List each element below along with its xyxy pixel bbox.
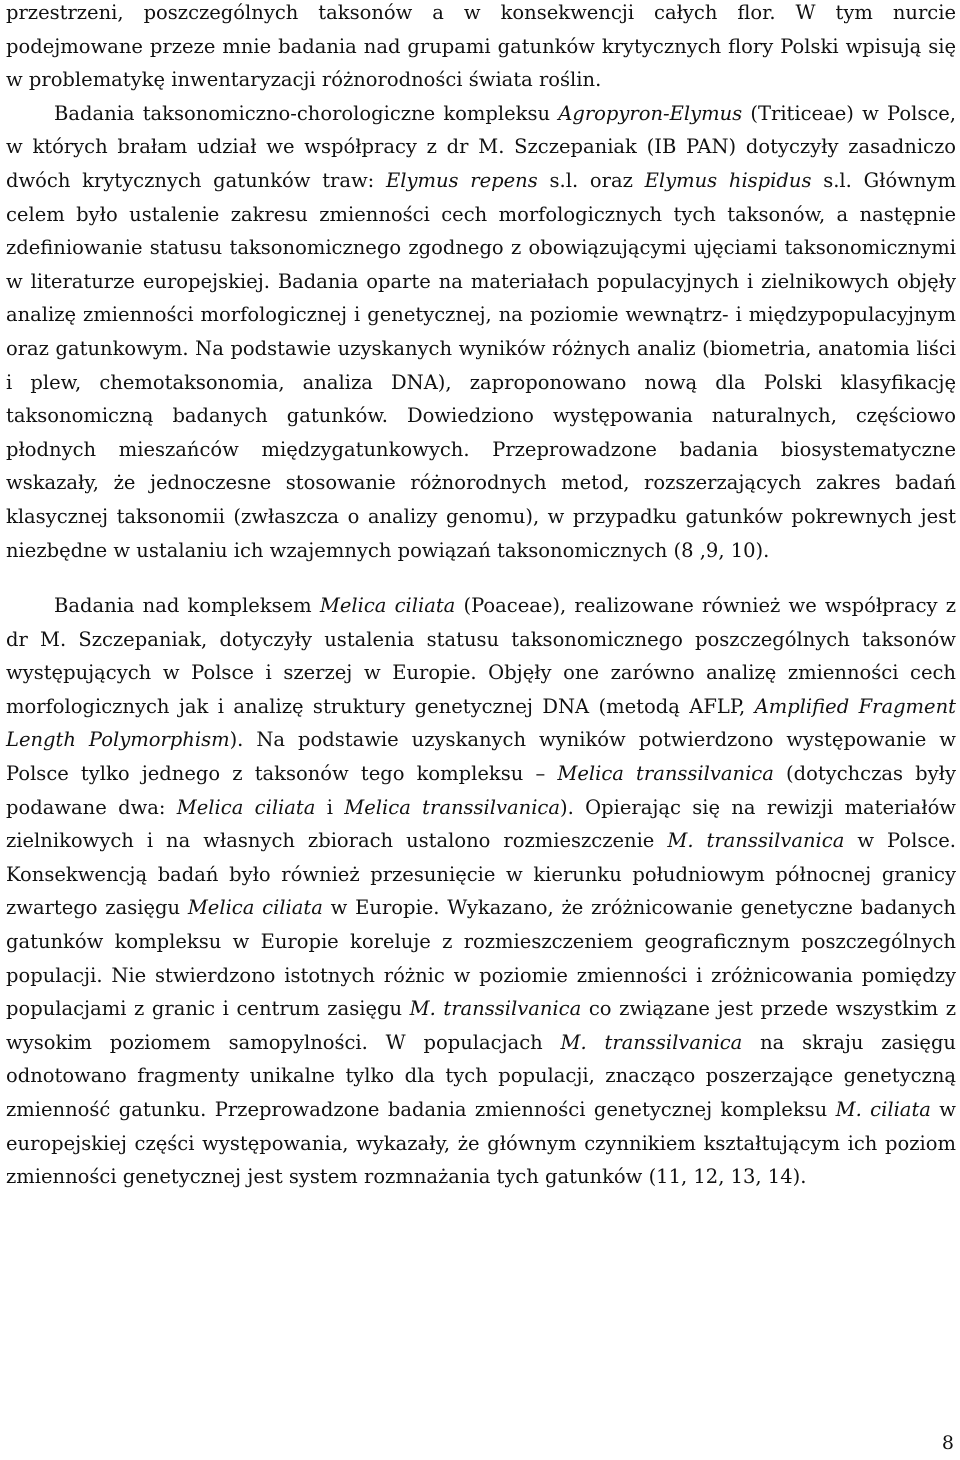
- text-segment: w europejskiej części występowania, wykazały, że głównym czynnikiem kształtującym ich poziom zmienności genetycznej jest system rozmnażania tych gatunków (11, 12, 13, 14).: [6, 1098, 956, 1189]
- taxon-name-italic: Melica ciliata: [176, 795, 316, 819]
- taxon-name-italic: Agropyron-Elymus: [558, 101, 743, 125]
- text-segment: s.l. oraz: [537, 168, 645, 192]
- taxon-name-italic: M. ciliata: [835, 1098, 931, 1121]
- taxon-name-italic: M. transsilvanica: [560, 1030, 743, 1054]
- text-segment: na skraju zasięgu odnotowano fragmenty unikalne tylko dla tych populacji, znacząco poszerzające genetyczną zmienność gatunku. Przeprowadzone badania zmienności genetycznej kompleksu: [6, 1030, 956, 1121]
- document-page: [6, 0, 956, 1194]
- text-segment: s.l. Głównym celem było ustalenie zakresu zmienności cech morfologicznych tych taksonów, a następnie zdefiniowanie statusu taksonomicznego zgodnego z obowiązującymi ujęciami taksonomicznymi w literaturze europejskiej. Badania oparte na materiałach populacyjnych i zielnikowych objęły analizę zmienności morfologicznej i genetycznej, na poziomie wewnątrz- i międzypopulacyjnym oraz gatunkowym. Na podstawie uzyskanych wyników różnych analiz (biometria, anatomia liści i plew, chemotaksonomia, analiza DNA), zaproponowano nową dla Polski klasyfikację taksonomiczną badanych gatunków. Dowiedziono występowania naturalnych, częściowo płodnych mieszańców międzygatunkowych. Przeprowadzone badania biosystematyczne wskazały, że jednoczesne stosowanie różnorodnych metod, rozszerzających zakres badań klasycznej taksonomii (zwłaszcza o analizy genomu), w przypadku gatunków pokrewnych jest niezbędne w ustalaniu ich wzajemnych powiązań taksonomicznych (8 ,9, 10).: [6, 168, 956, 562]
- taxon-name-italic: Melica transsilvanica: [557, 762, 774, 786]
- text-segment: i: [315, 795, 345, 819]
- taxon-name-italic: M. transsilvanica: [409, 997, 582, 1021]
- taxon-name-italic: Melica ciliata: [187, 896, 323, 920]
- taxon-name-italic: Melica transsilvanica: [344, 795, 560, 819]
- taxon-name-italic: Elymus hispidus: [644, 168, 812, 192]
- taxon-name-italic: M. transsilvanica: [667, 829, 845, 853]
- text-segment: ). Opierając się na rewizji materiałów zielnikowych i na własnych zbiorach ustalono rozmieszczenie: [6, 795, 956, 853]
- taxon-name-italic: Melica ciliata: [319, 594, 456, 618]
- text-segment: (Poaceae), realizowane również we współpracy z dr M. Szczepaniak, dotyczyły ustalenia statusu taksonomicznego poszczególnych taksonów występujących w Polsce i szerzej w Europie. Objęły one zarówno analizę zmienności cech morfologicznych jak i analizę struktury genetycznej DNA (metodą AFLP,: [6, 594, 956, 718]
- text-segment: ). Na podstawie uzyskanych wyników potwierdzono występowanie w Polsce tylko jednego z taksonów tego kompleksu –: [6, 728, 956, 786]
- paragraph-melica-ciliata: [6, 589, 956, 1194]
- page-number: 8: [941, 1432, 954, 1454]
- text-segment: co związane jest przede wszystkim z wysokim poziomem samopylności. W populacjach: [6, 997, 956, 1054]
- text-segment: w Europie. Wykazano, że zróżnicowanie genetyczne badanych gatunków kompleksu w Europie koreluje z rozmieszczeniem geograficznym poszczególnych populacji. Nie stwierdzono istotnych różnic w poziomie zmienności i zróżnicowania pomiędzy populacjami z granic i centrum zasięgu: [6, 896, 956, 1021]
- text-segment: (Triticeae) w Polsce, w których brałam udział we współpracy z dr M. Szczepaniak (IB PAN) dotyczyły zasadniczo dwóch krytycznych gatunków traw:: [6, 101, 956, 192]
- text-segment: (dotychczas były podawane dwa:: [6, 762, 956, 819]
- taxon-name-italic: Amplified Fragment Length Polymorphism: [6, 694, 956, 752]
- paragraph-agropyron-elymus: [6, 97, 956, 567]
- text-segment: w Polsce. Konsekwencją badań było również przesunięcie w kierunku południowym północnej granicy zwartego zasięgu: [6, 829, 957, 920]
- text-segment: Badania taksonomiczno-chorologiczne kompleksu: [54, 101, 559, 125]
- text-segment: przestrzeni, poszczególnych taksonów a w konsekwencji całych flor. W tym nurcie podejmowane przeze mnie badania nad grupami gatunków krytycznych flory Polski wpisują się w problematykę inwentaryzacji różnorodności świata roślin.: [6, 1, 956, 92]
- paragraph-intro: [6, 0, 956, 97]
- taxon-name-italic: Elymus repens: [386, 168, 538, 192]
- text-segment: Badania nad kompleksem: [54, 594, 320, 618]
